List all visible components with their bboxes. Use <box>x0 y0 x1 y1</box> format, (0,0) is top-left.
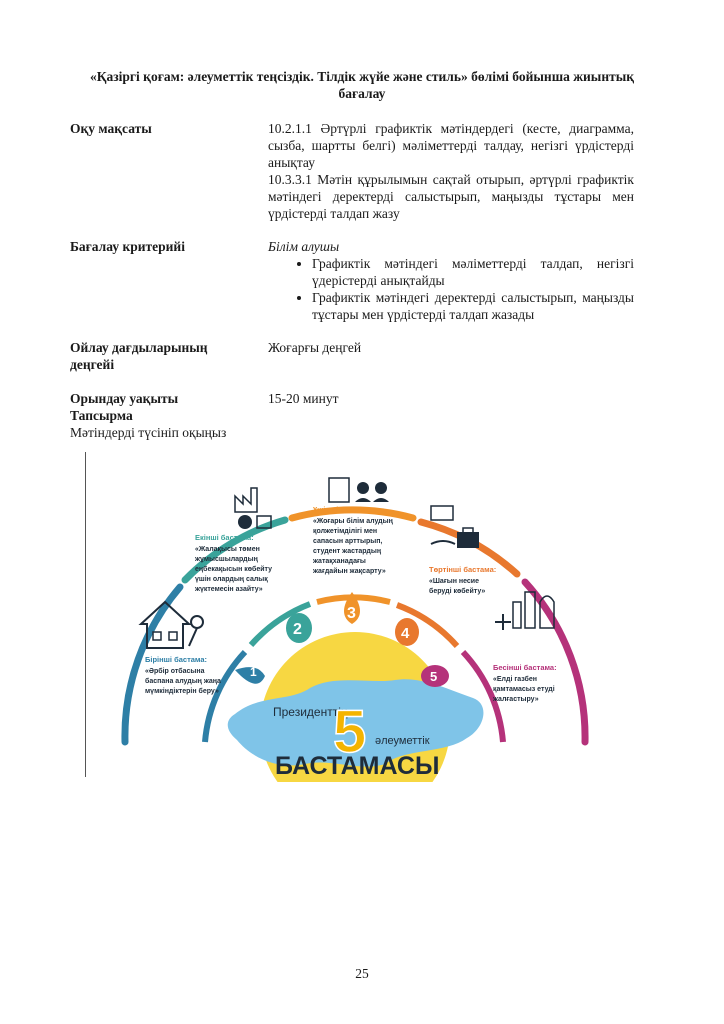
initiative-text: «Жалақысы төмен жұмысшылардың еңбекақысын көбейту үшін олардың салық жүктемесін азайту» <box>195 546 273 593</box>
task-label: Тапсырма <box>70 408 133 423</box>
page-number: 25 <box>355 966 369 981</box>
arc-segment-5 <box>525 582 585 742</box>
initiative-3 <box>312 478 395 575</box>
drop-1 <box>235 665 265 684</box>
initiative-name: Төртінші бастама: <box>429 565 497 574</box>
drop-number: 3 <box>347 605 356 622</box>
initiative-text: «Әрбір отбасына баспана алудың жаңа мүмкіндіктерін беру» <box>145 668 221 695</box>
learning-goal-item: 10.3.3.1 Мәтін құрылымын сақтай отырып, әртүрлі графиктік мәтіндегі деректерді салыстырып, маңызды тұстары мен үрдістерді талдап жазу <box>268 172 634 221</box>
initiative-text: «Шағын несие беруді көбейту» <box>429 578 486 595</box>
figure-border <box>85 452 86 777</box>
drop-number: 4 <box>401 625 410 642</box>
drop-4 <box>395 618 419 646</box>
criteria-list <box>268 255 634 323</box>
initiative-name: Үшінші бастама: <box>313 505 374 514</box>
caption-mid: әлеуметтік <box>375 735 430 747</box>
drop-number: 2 <box>293 621 302 638</box>
drop-2 <box>286 613 312 643</box>
page-title: «Қазіргі қоғам: әлеуметтік теңсіздік. Тілдік жүйе және стиль» бөлімі бойынша жиынтық бағалау <box>89 69 635 101</box>
drop-number: 5 <box>430 669 438 684</box>
initiative-name: Бесінші бастама: <box>493 663 557 672</box>
drop-number: 1 <box>250 665 257 679</box>
duration-value: 15-20 минут <box>268 391 339 406</box>
duration-block <box>70 390 260 441</box>
caption-main: БАСТАМАСЫ <box>275 752 440 780</box>
graduates-icon <box>329 478 389 502</box>
learning-goals-label: Оқу мақсаты <box>70 121 152 136</box>
assessment-criteria-label: Бағалау критерийі <box>70 239 185 254</box>
task-text: Мәтіндерді түсініп оқыңыз <box>70 425 227 440</box>
caption-top: Президенттің <box>273 705 348 719</box>
criteria-item: • Графиктік мәтіндегі деректерді салыстырып, маңызды тұстары мен үрдістерді талдап жазады <box>312 289 634 323</box>
initiative-text: «Елді газбен қамтамасыз етуді жалғастыру» <box>493 676 555 703</box>
initiative-name: Бірінші бастама: <box>145 655 208 664</box>
thinking-level-value: Жоғарғы деңгей <box>268 340 362 355</box>
initiative-name: Екінші бастама: <box>195 533 254 542</box>
initiative-text: «Жоғары білім алудың қолжетімділігі мен сапасын арттырып, студент жастардың жатақханадағы жағдайын жақсарту» <box>313 518 393 575</box>
criteria-item: • Графиктік мәтіндегі мәліметтерді талдап, негізгі үдерістерді анықтайды <box>312 255 634 289</box>
initiative-1 <box>141 602 223 695</box>
learning-goal-item: 10.2.1.1 Әртүрлі графиктік мәтіндердегі (кесте, диаграмма, сызба, шартты белгі) мәліметтерді талдау, негізгі үрдістерді анықтау <box>268 121 634 170</box>
learning-goals-value <box>268 120 634 222</box>
arc-segment-1 <box>125 587 180 742</box>
thinking-level-label: Ойлау дағдыларының деңгейі <box>70 340 208 372</box>
infographic-svg <box>85 452 615 782</box>
criteria-intro: Білім алушы <box>268 239 340 254</box>
drop-5 <box>421 665 449 687</box>
infographic <box>85 452 615 782</box>
assessment-criteria-value <box>268 238 634 323</box>
center-number: 5 <box>333 698 367 765</box>
duration-label: Орындау уақыты <box>70 391 179 406</box>
initiative-2 <box>194 488 274 593</box>
